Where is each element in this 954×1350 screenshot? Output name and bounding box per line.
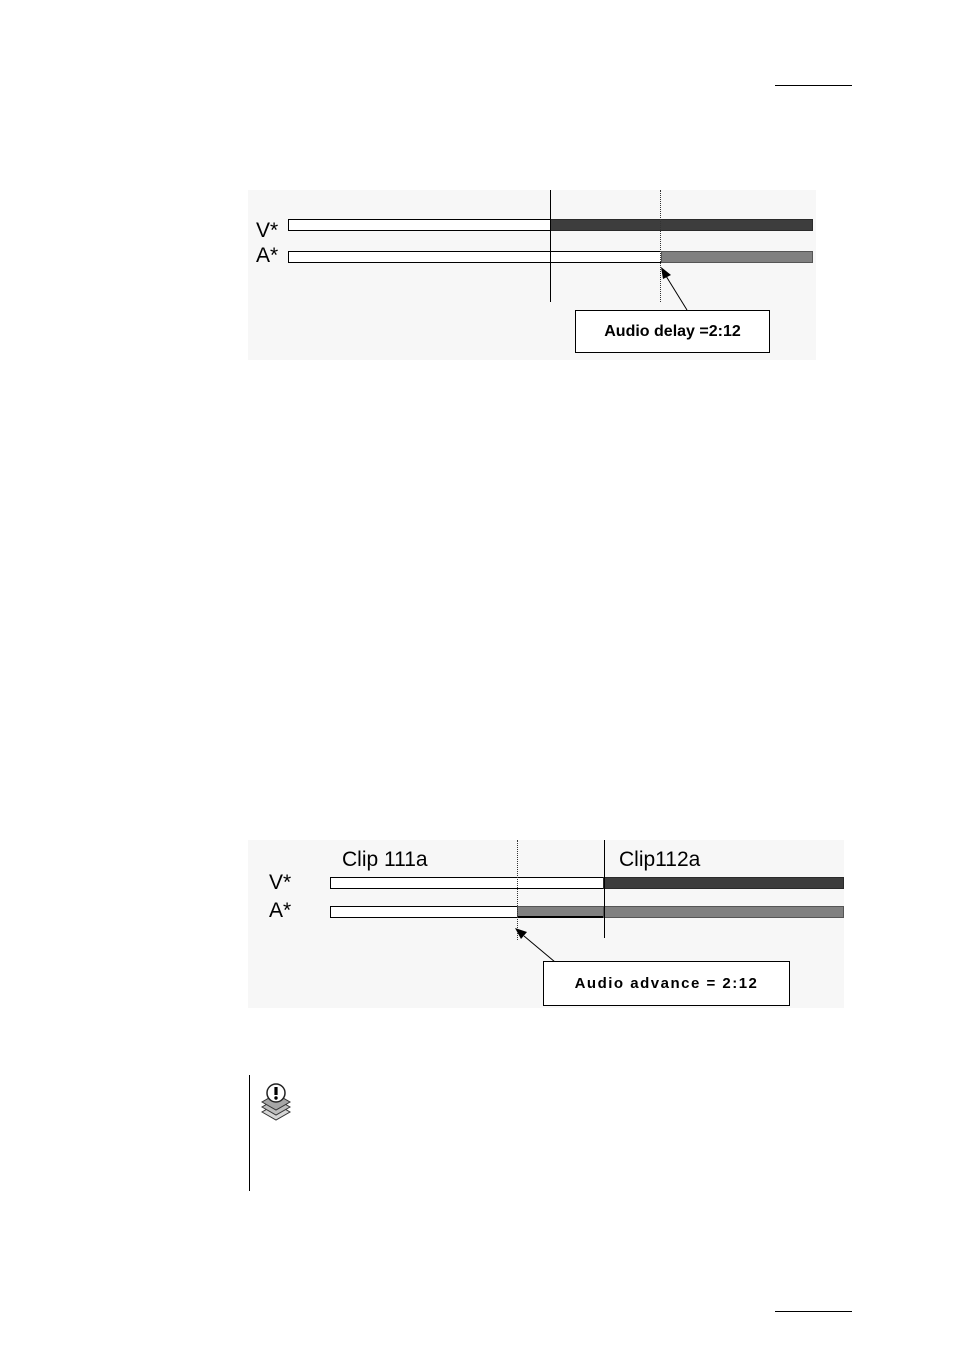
video-track-label: V*	[269, 871, 292, 894]
clip-left-label: Clip 111a	[342, 848, 428, 871]
note-side-bar	[249, 1075, 250, 1191]
audio-delay-figure	[248, 190, 816, 360]
audio-track-label: A*	[269, 899, 292, 922]
header-rule	[775, 85, 852, 86]
video-track-label: V*	[256, 219, 279, 242]
audio-advance-figure	[248, 840, 844, 1008]
audio-advance-callout: Audio advance = 2:12	[543, 961, 790, 1006]
note-icon	[258, 1082, 294, 1126]
audio-track-label: A*	[256, 244, 279, 267]
audio-delay-callout: Audio delay =2:12	[575, 310, 770, 353]
footer-rule	[775, 1311, 852, 1312]
clip-right-label: Clip112a	[619, 848, 701, 871]
